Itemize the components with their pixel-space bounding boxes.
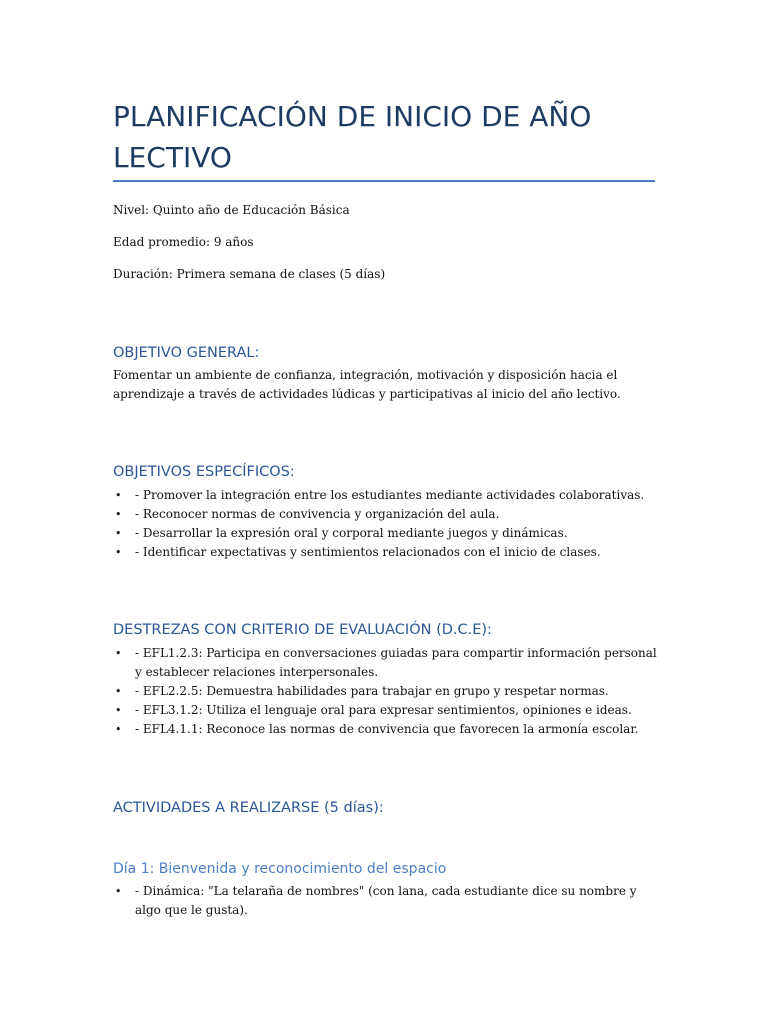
bullet-icon: • — [115, 489, 122, 502]
list-item — [113, 543, 658, 562]
list-item — [113, 486, 658, 505]
list-item-text: - EFL2.2.5: Demuestra habilidades para trabajar en grupo y respetar normas. — [135, 684, 609, 698]
bullet-icon: • — [115, 723, 122, 736]
bullet-icon: • — [115, 546, 122, 559]
list-item — [113, 682, 658, 701]
actividades-heading: ACTIVIDADES A REALIZARSE (5 días): — [113, 800, 384, 816]
bullet-icon: • — [115, 704, 122, 717]
destrezas-heading: DESTREZAS CON CRITERIO DE EVALUACIÓN (D.C.E): — [113, 622, 492, 638]
list-item — [113, 644, 658, 682]
list-item — [113, 505, 658, 524]
list-item-text: - Dinámica: "La telaraña de nombres" (con lana, cada estudiante dice su nombre y algo que le gusta). — [135, 884, 637, 917]
edad-text: Edad promedio: 9 años — [113, 235, 254, 249]
list-item — [113, 720, 658, 739]
list-item-text: - Promover la integración entre los estudiantes mediante actividades colaborativas. — [135, 488, 645, 502]
bullet-icon: • — [115, 508, 122, 521]
list-item-text: - Reconocer normas de convivencia y organización del aula. — [135, 507, 500, 521]
list-item-text: - Identificar expectativas y sentimientos relacionados con el inicio de clases. — [135, 545, 601, 559]
duracion-text: Duración: Primera semana de clases (5 días) — [113, 267, 386, 281]
list-item — [113, 524, 658, 543]
list-item-text: - EFL1.2.3: Participa en conversaciones guiadas para compartir información personal y establecer relaciones interpersonales. — [135, 646, 657, 679]
title-underline — [113, 180, 655, 182]
list-item-text: - EFL4.1.1: Reconoce las normas de convivencia que favorecen la armonía escolar. — [135, 722, 639, 736]
destrezas-list — [113, 644, 658, 739]
list-item-text: - Desarrollar la expresión oral y corporal mediante juegos y dinámicas. — [135, 526, 568, 540]
objetivos-especificos-list — [113, 486, 658, 562]
bullet-icon: • — [115, 685, 122, 698]
document-title: PLANIFICACIÓN DE INICIO DE AÑO LECTIVO — [113, 100, 592, 174]
nivel-text: Nivel: Quinto año de Educación Básica — [113, 203, 350, 217]
dia1-heading: Día 1: Bienvenida y reconocimiento del espacio — [113, 861, 447, 877]
objetivos-especificos-heading: OBJETIVOS ESPECÍFICOS: — [113, 464, 295, 480]
bullet-icon: • — [115, 885, 122, 898]
dia1-list — [113, 882, 658, 920]
objetivo-general-heading: OBJETIVO GENERAL: — [113, 345, 260, 361]
list-item — [113, 701, 658, 720]
bullet-icon: • — [115, 647, 122, 660]
list-item-text: - EFL3.1.2: Utiliza el lenguaje oral para expresar sentimientos, opiniones e ideas. — [135, 703, 632, 717]
objetivo-general-text: Fomentar un ambiente de confianza, integración, motivación y disposición hacia el aprendizaje a través de actividades lúdicas y participativas al inicio del año lectivo. — [113, 368, 621, 401]
bullet-icon: • — [115, 527, 122, 540]
list-item — [113, 882, 658, 920]
